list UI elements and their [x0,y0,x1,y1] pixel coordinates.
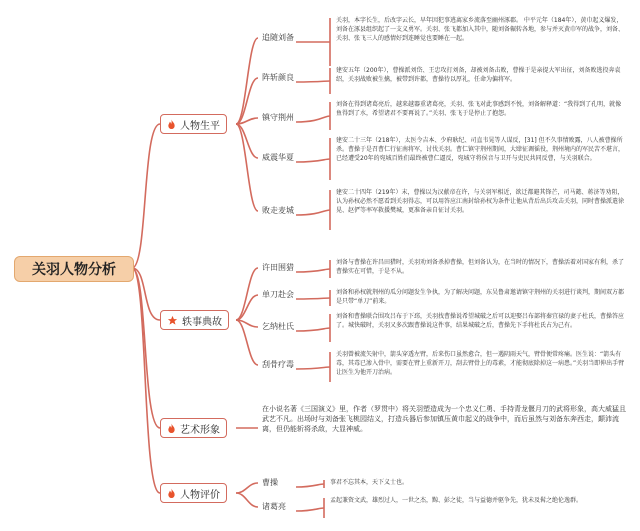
sub-topic[interactable]: 许田围猎 [262,263,294,272]
detail-text: 关羽曾被流矢射中，箭头穿透左臂，后来伤口虽然愈合，但一遇阴雨天气，臂骨便常疼痛。医生说：“箭头有毒，其毒已渗入骨中，需要在臂上重新开刀，刮去臂骨上的毒素，才能彻底除掉这一病患。”关羽当即伸出手臂让医生为他开刀治病。 [336,351,625,376]
sub-topic[interactable]: 威震华夏 [262,153,294,162]
fire-icon [167,423,180,434]
branch-sub-connector [236,268,258,320]
sub-topic[interactable]: 乞纳杜氏 [262,322,294,331]
branch-4[interactable] [160,483,227,503]
sub-topic[interactable]: 单刀赴会 [262,290,294,299]
detail-text: 建安二十四年（219年）末，曹操以为汉献帝在许，与关羽军相近，欲迁都避其锋芒，司马懿、蒋济等劝阻，认为孙权必然不愿看到关羽得志，可以用答应江南封给孙权为条件让他从背后出兵攻击关羽，同时曹操派遣徐晃、赵俨等率军救援樊城，更准备亲自征讨关羽。 [336,189,625,214]
sub-leaf-connector [296,81,330,82]
sub-leaf-connector [296,116,330,122]
detail-text: 在小说名著《三国演义》里，作者（罗贯中）将关羽塑造成为一个忠义仁勇、手持青龙偃月刀的武将形象，高大威猛且武艺不凡。出场时与刘备张飞桃园结义，打造兵器后参加镇压黄巾起义的战争中，而后虽然与刘备东奔西走，颠沛流离，但仍能斩将杀敌，大显神威。 [262,405,626,433]
detail-text: 刘备和孙权就荆州的瓜分问题发生争执，为了解决问题，东吴鲁肃邀请镇守荆州的关羽进行谈判，期间双方都是只带“单刀”前来。 [336,289,625,305]
branch-label: 艺术形象 [180,424,220,436]
sub-leaf-connector [296,269,330,272]
detail-text: 建安五年（200年），曹操派刘岱、王忠攻打刘备，却被刘备击败，曹操于是亲提大军出征，刘备败逃投奔袁绍，关羽战败被生擒，被带到许都，曹操待以厚礼，任命为偏将军。 [336,67,621,83]
branch-1[interactable] [160,114,227,134]
detail-text: 事君不忘其本，天下义士也。 [330,479,409,486]
branch-label: 人物生平 [180,120,220,132]
sub-topic[interactable]: 刮骨疗毒 [262,360,294,369]
detail-text: 关羽，本字长生，后改字云长，早年因犯事逃离家乡流落至幽州涿郡。 中平元年（184年），黄巾起义爆发，刘备在涿县组织起了一支义勇军。关羽、张飞都加入其中，随刘备辗转各地，参与并灭黄巾军的战争，刘备、关羽、张飞三人的感情好到连睡觉也要睡在一起。 [336,17,625,42]
sub-leaf-connector [296,159,330,162]
branch-label: 人物评价 [180,489,220,501]
sub-topic[interactable]: 败走麦城 [262,206,294,215]
branch-3[interactable] [160,418,227,438]
sub-leaf-connector [296,484,324,487]
branch-sub-connector [236,295,258,320]
branch-sub-connector [236,124,258,211]
sub-leaf-connector [296,328,330,331]
sub-leaf-connector [296,508,324,511]
branch-sub-connector [236,483,258,493]
sub-topic[interactable]: 追随刘备 [262,33,294,42]
detail-text: 孟起兼资文武，雄烈过人，一世之杰，黥、彭之徒，当与益德并驱争先，犹未及髯之绝伦逸群。 [330,497,583,504]
sub-leaf-connector [296,210,330,215]
root-branch-connector [132,124,160,268]
sub-topic[interactable]: 阵斩颜良 [262,73,294,82]
detail-text: 刘备与曹操在许昌田猎时，关羽劝刘备杀掉曹操，但刘备认为，在当时的情况下，曹操活着对国家有利，杀了曹操实在可惜，于是不从。 [336,259,625,275]
sub-leaf-connector [296,298,330,299]
branch-label: 轶事典故 [182,316,222,328]
sub-topic[interactable]: 诸葛亮 [262,502,286,511]
fire-icon [167,488,180,499]
branch-2[interactable] [160,310,229,330]
fire-icon [167,119,180,130]
root-topic[interactable]: 关羽人物分析 [14,256,134,282]
detail-text: 建安二十三年（218年），太医令吉本、少府耿纪、司直韦晃等人谋反，[31] 但不久事情败露，八人被曹操所杀。曹操于是召曹仁行征南将军，讨伐关羽。曹仁镇守荆州期间，大肆征调徭役，荆州境内的军民苦不堪言，已经遭受20年的宛城百姓们最终被曹仁逼反，宛城守将侯音与卫开与吏民共同反曹，与关羽联合。 [336,137,625,162]
star-icon [167,315,182,326]
sub-leaf-connector [296,367,330,369]
detail-text: 刘备在得到诸葛亮后，越来越器重诸葛亮，关羽、张飞对此事感到不悦，刘备解释道：“我得到了孔明，就像鱼得到了水，希望诸君不要再说了。”关羽、张飞于是停止了抱怨。 [336,101,622,117]
branch-sub-connector [236,493,258,507]
root-branch-connector [132,268,160,493]
sub-topic[interactable]: 曹操 [262,478,278,487]
sub-topic[interactable]: 镇守荆州 [262,113,294,122]
detail-text: 刘备和曹操联合围攻吕布于下邳，关羽找曹操说希望城破之后可以迎娶吕布部将秦宜禄的妻子杜氏，曹操答应了。城快破时，关羽又多次跟曹操说这件事，结果城破之后，曹操先下手将杜氏占为己有。 [336,313,625,329]
